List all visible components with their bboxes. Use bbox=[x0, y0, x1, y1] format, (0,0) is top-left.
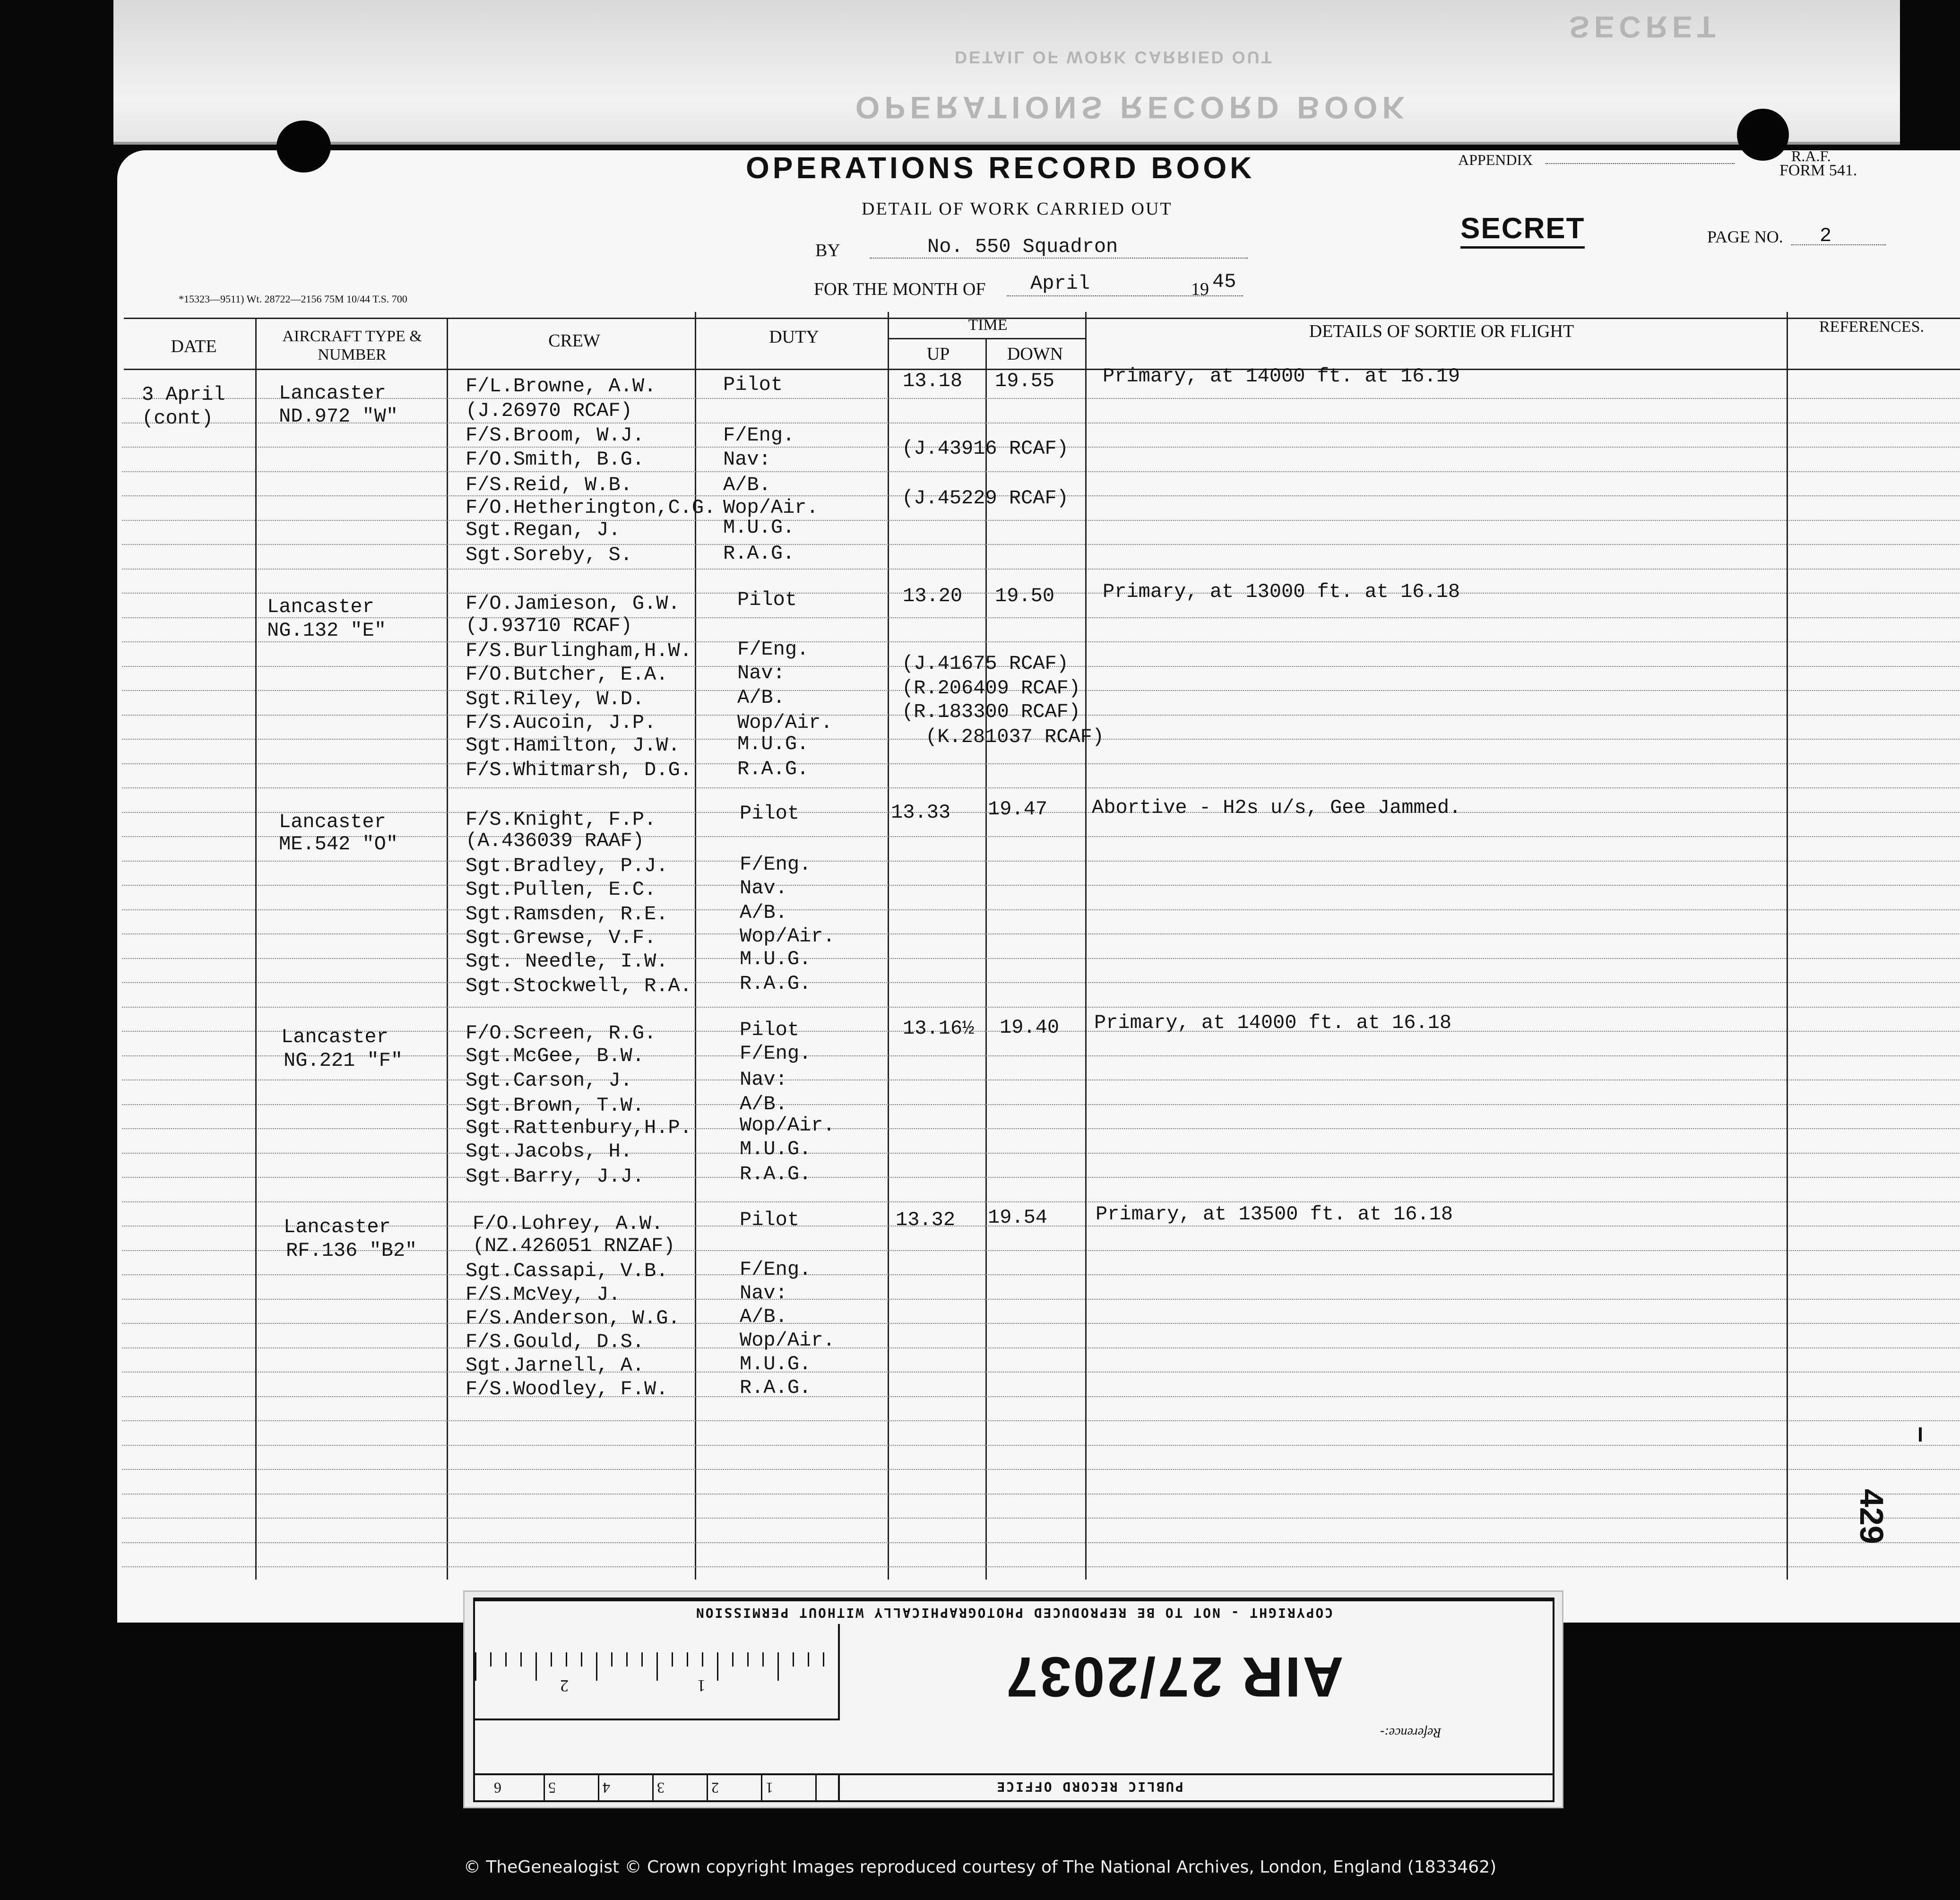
ruler-bottom-label: 6 bbox=[494, 1779, 501, 1796]
crew-duty: F/Eng. bbox=[740, 853, 812, 876]
col-divider-date bbox=[255, 318, 257, 1580]
col-divider-down bbox=[1085, 312, 1087, 1580]
crew-duty: F/Eng. bbox=[737, 638, 809, 661]
sortie-details: Primary, at 14000 ft. at 16.19 bbox=[1103, 365, 1460, 388]
ruler-bottom-cell bbox=[652, 1775, 708, 1802]
crew-name: Sgt.Barry, J.J. bbox=[466, 1165, 645, 1188]
ruler-tick bbox=[838, 1652, 839, 1681]
page-subtitle: DETAIL OF WORK CARRIED OUT bbox=[862, 199, 1173, 219]
crew-name: F/S.Broom, W.J. bbox=[466, 424, 645, 447]
ruled-line bbox=[122, 398, 1960, 399]
previous-page bbox=[113, 0, 1900, 145]
ruled-line bbox=[122, 1372, 1960, 1373]
crew-note: (J.45229 RCAF) bbox=[902, 487, 1069, 510]
crew-duty: Nav: bbox=[737, 662, 785, 684]
ruler-tick bbox=[732, 1652, 734, 1667]
ruler-tick bbox=[641, 1652, 643, 1667]
page-no-rule bbox=[1791, 244, 1886, 245]
ruler-bottom-cell bbox=[761, 1775, 817, 1802]
ruler bbox=[475, 1624, 840, 1720]
aircraft-type: Lancaster bbox=[281, 1026, 389, 1048]
col-header-aircraft: AIRCRAFT TYPE & NUMBER bbox=[282, 328, 422, 364]
ruler-tick bbox=[777, 1652, 779, 1681]
ruler-tick bbox=[823, 1652, 824, 1667]
table-top-rule bbox=[124, 318, 1960, 319]
aircraft-number: NG.221 "F" bbox=[284, 1049, 403, 1072]
crew-name: Sgt. Needle, I.W. bbox=[466, 950, 668, 973]
time-down: 19.40 bbox=[1000, 1016, 1060, 1039]
page-title: OPERATIONS RECORD BOOK bbox=[746, 151, 1255, 185]
crew-name: Sgt.Carson, J. bbox=[466, 1069, 632, 1092]
month-value: April bbox=[1030, 272, 1090, 295]
ruled-line bbox=[122, 1518, 1960, 1519]
crew-duty: R.A.G. bbox=[723, 542, 795, 565]
by-label: BY bbox=[815, 241, 840, 260]
ruled-line bbox=[122, 787, 1960, 788]
print-code: *15323—9511) Wt. 28722—2156 75M 10/44 T.S. 700 bbox=[179, 293, 407, 305]
office-strip bbox=[475, 1773, 1553, 1802]
crew-name: F/S.Reid, W.B. bbox=[466, 474, 632, 496]
crew-note: (R.206409 RCAF) bbox=[902, 677, 1081, 700]
crew-duty: F/Eng. bbox=[740, 1258, 812, 1281]
form-label: FORM 541. bbox=[1779, 162, 1857, 179]
crew-duty: A/B. bbox=[740, 901, 787, 924]
ruler-tick bbox=[747, 1652, 749, 1667]
month-label: FOR THE MONTH OF bbox=[814, 279, 986, 299]
ghost-secret: SECRET bbox=[1569, 10, 1720, 44]
ruler-tick bbox=[551, 1652, 552, 1667]
crew-name: F/S.Aucoin, J.P. bbox=[466, 711, 656, 734]
col-header-down: DOWN bbox=[1007, 344, 1063, 364]
ruled-line bbox=[122, 1396, 1960, 1397]
crew-duty: Nav. bbox=[740, 877, 787, 899]
ruled-line bbox=[122, 1420, 1960, 1421]
crew-name: (NZ.426051 RNZAF) bbox=[473, 1235, 675, 1257]
secret-label: SECRET bbox=[1460, 212, 1585, 245]
ruled-line bbox=[122, 544, 1960, 545]
time-down: 19.50 bbox=[995, 585, 1055, 607]
ruler-tick bbox=[717, 1652, 718, 1681]
crew-name: F/S.Anderson, W.G. bbox=[466, 1307, 680, 1330]
crew-duty: Pilot bbox=[740, 1019, 800, 1041]
ruler-bottom-cell bbox=[707, 1775, 762, 1802]
crew-duty: A/B. bbox=[723, 474, 771, 496]
margin-stamp bbox=[1853, 1489, 1891, 1544]
ghost-subtitle: DETAIL OF WORK CARRIED OUT bbox=[955, 48, 1274, 67]
ruled-line bbox=[122, 1104, 1960, 1105]
image-credit: © TheGenealogist © Crown copyright Images reproduced courtesy of The National Archives, London, England (1833462) bbox=[463, 1857, 1497, 1877]
crew-duty: F/Eng. bbox=[740, 1042, 812, 1065]
crew-name: F/S.Burlingham,H.W. bbox=[466, 639, 692, 662]
page-number: 2 bbox=[1820, 225, 1832, 247]
sortie-details: Abortive - H2s u/s, Gee Jammed. bbox=[1092, 796, 1461, 819]
aircraft-number: NG.132 "E" bbox=[267, 619, 387, 642]
ruler-tick bbox=[656, 1652, 658, 1681]
crew-duty: Nav: bbox=[740, 1282, 787, 1304]
sortie-details: Primary, at 13500 ft. at 16.18 bbox=[1096, 1203, 1453, 1226]
ruled-line bbox=[122, 641, 1960, 642]
ruler-tick bbox=[762, 1652, 764, 1667]
crew-name: Sgt.Grewse, V.F. bbox=[466, 926, 656, 949]
reference-number bbox=[1004, 1644, 1344, 1710]
ruler-bottom-label: 5 bbox=[548, 1779, 556, 1796]
office-label bbox=[853, 1779, 1326, 1795]
binder-hole-left bbox=[276, 121, 331, 173]
office-text: PUBLIC RECORD OFFICE bbox=[995, 1779, 1183, 1795]
crew-name: Sgt.Cassapi, V.B. bbox=[466, 1260, 668, 1282]
ruled-line bbox=[122, 1347, 1960, 1348]
aircraft-type: Lancaster bbox=[284, 1216, 391, 1238]
ruler-tick bbox=[566, 1652, 567, 1667]
crew-name: Sgt.Rattenbury,H.P. bbox=[466, 1116, 692, 1139]
aircraft-type: Lancaster bbox=[279, 811, 386, 833]
reference-label: Reference:- bbox=[1380, 1725, 1442, 1740]
crew-name: F/O.Smith, B.G. bbox=[466, 448, 645, 471]
crew-duty: Pilot bbox=[740, 802, 800, 825]
ruled-line bbox=[122, 1153, 1960, 1154]
col-header-date: DATE bbox=[171, 337, 217, 356]
time-up: 13.32 bbox=[896, 1209, 956, 1231]
archive-reference-card bbox=[463, 1590, 1563, 1808]
crew-duty: Nav: bbox=[740, 1068, 787, 1091]
binder-hole-right bbox=[1737, 109, 1789, 161]
crew-name: F/O.Jamieson, G.W. bbox=[466, 592, 680, 615]
ruler-tick bbox=[581, 1652, 582, 1667]
ruler-bottom-label: 2 bbox=[711, 1779, 719, 1796]
squadron-name: No. 550 Squadron bbox=[927, 235, 1118, 258]
crew-name: F/S.Woodley, F.W. bbox=[466, 1378, 668, 1400]
crew-name: F/O.Butcher, E.A. bbox=[466, 663, 668, 686]
crew-name: F/S.Gould, D.S. bbox=[466, 1330, 645, 1353]
crew-name: (A.436039 RAAF) bbox=[466, 829, 645, 852]
sortie-details: Primary, at 13000 ft. at 16.18 bbox=[1103, 580, 1460, 603]
crew-duty: R.A.G. bbox=[740, 972, 812, 995]
copyright-strip bbox=[475, 1599, 1553, 1624]
time-down: 19.54 bbox=[988, 1206, 1048, 1229]
crew-note: (J.41675 RCAF) bbox=[902, 652, 1069, 675]
date-cell: 3 April (cont) bbox=[142, 383, 225, 430]
crew-duty: A/B. bbox=[737, 686, 785, 709]
aircraft-number: ND.972 "W" bbox=[279, 405, 398, 428]
ruled-line bbox=[122, 1299, 1960, 1300]
crew-note: (R.183300 RCAF) bbox=[902, 700, 1081, 723]
ruler-label-top-2: 2 bbox=[560, 1676, 569, 1695]
ruled-line bbox=[122, 1128, 1960, 1129]
crew-duty: M.U.G. bbox=[740, 948, 812, 970]
crew-duty: A/B. bbox=[740, 1305, 787, 1328]
ruled-line bbox=[122, 520, 1960, 521]
reference-value: AIR 27/2037 bbox=[1004, 1645, 1344, 1709]
ruler-bottom-cell bbox=[598, 1775, 654, 1802]
ruled-line bbox=[122, 1445, 1960, 1446]
ruled-line bbox=[122, 982, 1960, 983]
time-down: 19.55 bbox=[995, 370, 1055, 392]
crew-duty: R.A.G. bbox=[737, 758, 809, 780]
crew-name: Sgt.Stockwell, R.A. bbox=[466, 975, 692, 997]
ruled-line bbox=[122, 1007, 1960, 1008]
ruler-bottom-cell bbox=[544, 1775, 599, 1802]
crew-name: Sgt.Jarnell, A. bbox=[466, 1354, 645, 1377]
crew-name: F/O.Hetherington,C.G. bbox=[466, 496, 716, 519]
ruler-tick bbox=[611, 1652, 613, 1667]
ruled-line bbox=[122, 933, 1960, 934]
crew-name: Sgt.McGee, B.W. bbox=[466, 1045, 645, 1067]
crew-name: F/S.Knight, F.P. bbox=[466, 808, 656, 831]
crew-name: (J.93710 RCAF) bbox=[466, 614, 632, 637]
col-header-time: TIME bbox=[968, 316, 1008, 334]
crew-name: F/S.McVey, J. bbox=[466, 1283, 621, 1306]
ruled-line bbox=[122, 471, 1960, 472]
archive-card-frame bbox=[473, 1598, 1554, 1802]
ruled-line bbox=[122, 909, 1960, 910]
crew-duty: R.A.G. bbox=[740, 1163, 812, 1185]
ruled-line bbox=[122, 569, 1960, 570]
crew-duty: R.A.G. bbox=[740, 1376, 812, 1399]
ruler-label-top-1: 1 bbox=[697, 1676, 706, 1695]
col-header-duty: DUTY bbox=[769, 327, 819, 347]
crew-duty: Wop/Air. bbox=[723, 496, 819, 519]
crew-duty: M.U.G. bbox=[740, 1353, 812, 1375]
crew-name: (J.26970 RCAF) bbox=[466, 399, 632, 422]
ruled-line bbox=[122, 1274, 1960, 1275]
ruler-tick bbox=[520, 1652, 522, 1667]
aircraft-type: Lancaster bbox=[267, 596, 374, 618]
crew-duty: Pilot bbox=[723, 373, 783, 396]
ruler-bottom-label: 1 bbox=[766, 1779, 773, 1796]
ruled-line bbox=[122, 861, 1960, 862]
ruled-line bbox=[122, 1469, 1960, 1470]
ruled-line bbox=[122, 958, 1960, 959]
ruled-line bbox=[122, 1201, 1960, 1202]
crew-duty: Wop/Air. bbox=[740, 1329, 835, 1352]
aircraft-number: RF.136 "B2" bbox=[286, 1239, 417, 1262]
col-divider-details bbox=[1787, 312, 1788, 1580]
time-up: 13.18 bbox=[903, 370, 963, 392]
ruler-tick bbox=[490, 1652, 492, 1667]
raf-label: R.A.F. bbox=[1791, 147, 1831, 164]
crew-name: Sgt.Ramsden, R.E. bbox=[466, 903, 668, 925]
margin-stamp-number: 429 bbox=[1853, 1489, 1890, 1544]
time-up: 13.16½ bbox=[903, 1017, 975, 1040]
crew-note: (K.281037 RCAF) bbox=[925, 725, 1105, 748]
ruled-line bbox=[122, 1542, 1960, 1543]
ruler-tick bbox=[596, 1652, 597, 1681]
ruler-tick bbox=[793, 1652, 794, 1667]
crew-name: Sgt.Jacobs, H. bbox=[466, 1140, 632, 1163]
time-down: 19.47 bbox=[988, 798, 1048, 820]
crew-name: Sgt.Brown, T.W. bbox=[466, 1094, 645, 1117]
crew-name: F/L.Browne, A.W. bbox=[466, 375, 656, 397]
ruled-line bbox=[122, 885, 1960, 886]
crew-name: Sgt.Hamilton, J.W. bbox=[466, 734, 680, 757]
crew-duty: M.U.G. bbox=[723, 516, 795, 539]
ruler-bottom bbox=[475, 1775, 840, 1802]
crew-name: F/O.Screen, R.G. bbox=[466, 1022, 656, 1045]
year-value: 45 bbox=[1212, 270, 1236, 293]
ruler-tick bbox=[672, 1652, 673, 1667]
ghost-title: OPERATIONS RECORD BOOK bbox=[855, 90, 1410, 125]
ruler-tick bbox=[808, 1652, 809, 1667]
crew-duty: Pilot bbox=[740, 1209, 800, 1231]
crew-name: F/S.Whitmarsh, D.G. bbox=[466, 759, 692, 781]
appendix-label: APPENDIX bbox=[1458, 151, 1533, 168]
ruler-tick bbox=[505, 1652, 507, 1667]
crew-name: Sgt.Riley, W.D. bbox=[466, 688, 645, 710]
crew-duty: Wop/Air. bbox=[737, 711, 833, 734]
ruler-tick bbox=[626, 1652, 628, 1667]
ruler-bottom-label: 4 bbox=[603, 1779, 610, 1796]
ruled-line bbox=[122, 763, 1960, 764]
aircraft-type: Lancaster bbox=[279, 382, 386, 405]
col-header-references: REFERENCES. bbox=[1819, 318, 1924, 336]
crew-duty: A/B. bbox=[740, 1093, 787, 1115]
crew-name: Sgt.Pullen, E.C. bbox=[466, 878, 656, 901]
crew-name: Sgt.Soreby, S. bbox=[466, 544, 632, 566]
crew-name: F/O.Lohrey, A.W. bbox=[473, 1212, 664, 1235]
margin-tick bbox=[1919, 1427, 1922, 1442]
crew-duty: Pilot bbox=[737, 588, 797, 611]
ruled-line bbox=[122, 617, 1960, 618]
page-no-label: PAGE NO. bbox=[1707, 227, 1783, 246]
crew-duty: M.U.G. bbox=[737, 733, 809, 755]
ruler-tick bbox=[475, 1652, 476, 1681]
crew-duty: Wop/Air. bbox=[740, 925, 835, 948]
col-divider-duty bbox=[888, 312, 889, 1580]
ruled-line bbox=[122, 1323, 1960, 1324]
secret-stamp bbox=[1460, 212, 1585, 249]
crew-duty: Nav: bbox=[723, 448, 771, 471]
ruled-line bbox=[122, 1177, 1960, 1178]
col-header-up: UP bbox=[926, 344, 950, 364]
time-up: 13.20 bbox=[903, 585, 963, 607]
copyright-text: COPYRIGHT - NOT TO BE REPRODUCED PHOTOGRAPHICALLY WITHOUT PERMISSION bbox=[694, 1605, 1333, 1621]
ruler-tick bbox=[702, 1652, 703, 1667]
col-divider-aircraft bbox=[447, 318, 448, 1580]
crew-duty: Wop/Air. bbox=[740, 1114, 835, 1137]
ruler-bottom-cell bbox=[489, 1775, 545, 1802]
col-header-details: DETAILS OF SORTIE OR FLIGHT bbox=[1309, 321, 1574, 341]
crew-name: Sgt.Bradley, P.J. bbox=[466, 855, 668, 877]
crew-duty: F/Eng. bbox=[723, 424, 795, 447]
ruler-tick bbox=[687, 1652, 688, 1667]
ruled-line bbox=[122, 1566, 1960, 1567]
crew-name: Sgt.Regan, J. bbox=[466, 518, 621, 541]
sortie-details: Primary, at 14000 ft. at 16.18 bbox=[1094, 1011, 1452, 1034]
ruler-bottom-label: 3 bbox=[657, 1779, 665, 1796]
ruler-tick bbox=[535, 1652, 537, 1681]
aircraft-number: ME.542 "O" bbox=[279, 833, 398, 855]
time-up: 13.33 bbox=[891, 801, 951, 824]
year-prefix: 19 bbox=[1191, 279, 1209, 299]
col-header-crew: CREW bbox=[548, 331, 600, 351]
crew-duty: M.U.G. bbox=[740, 1138, 812, 1160]
appendix-rule bbox=[1546, 163, 1735, 164]
crew-note: (J.43916 RCAF) bbox=[902, 437, 1069, 460]
